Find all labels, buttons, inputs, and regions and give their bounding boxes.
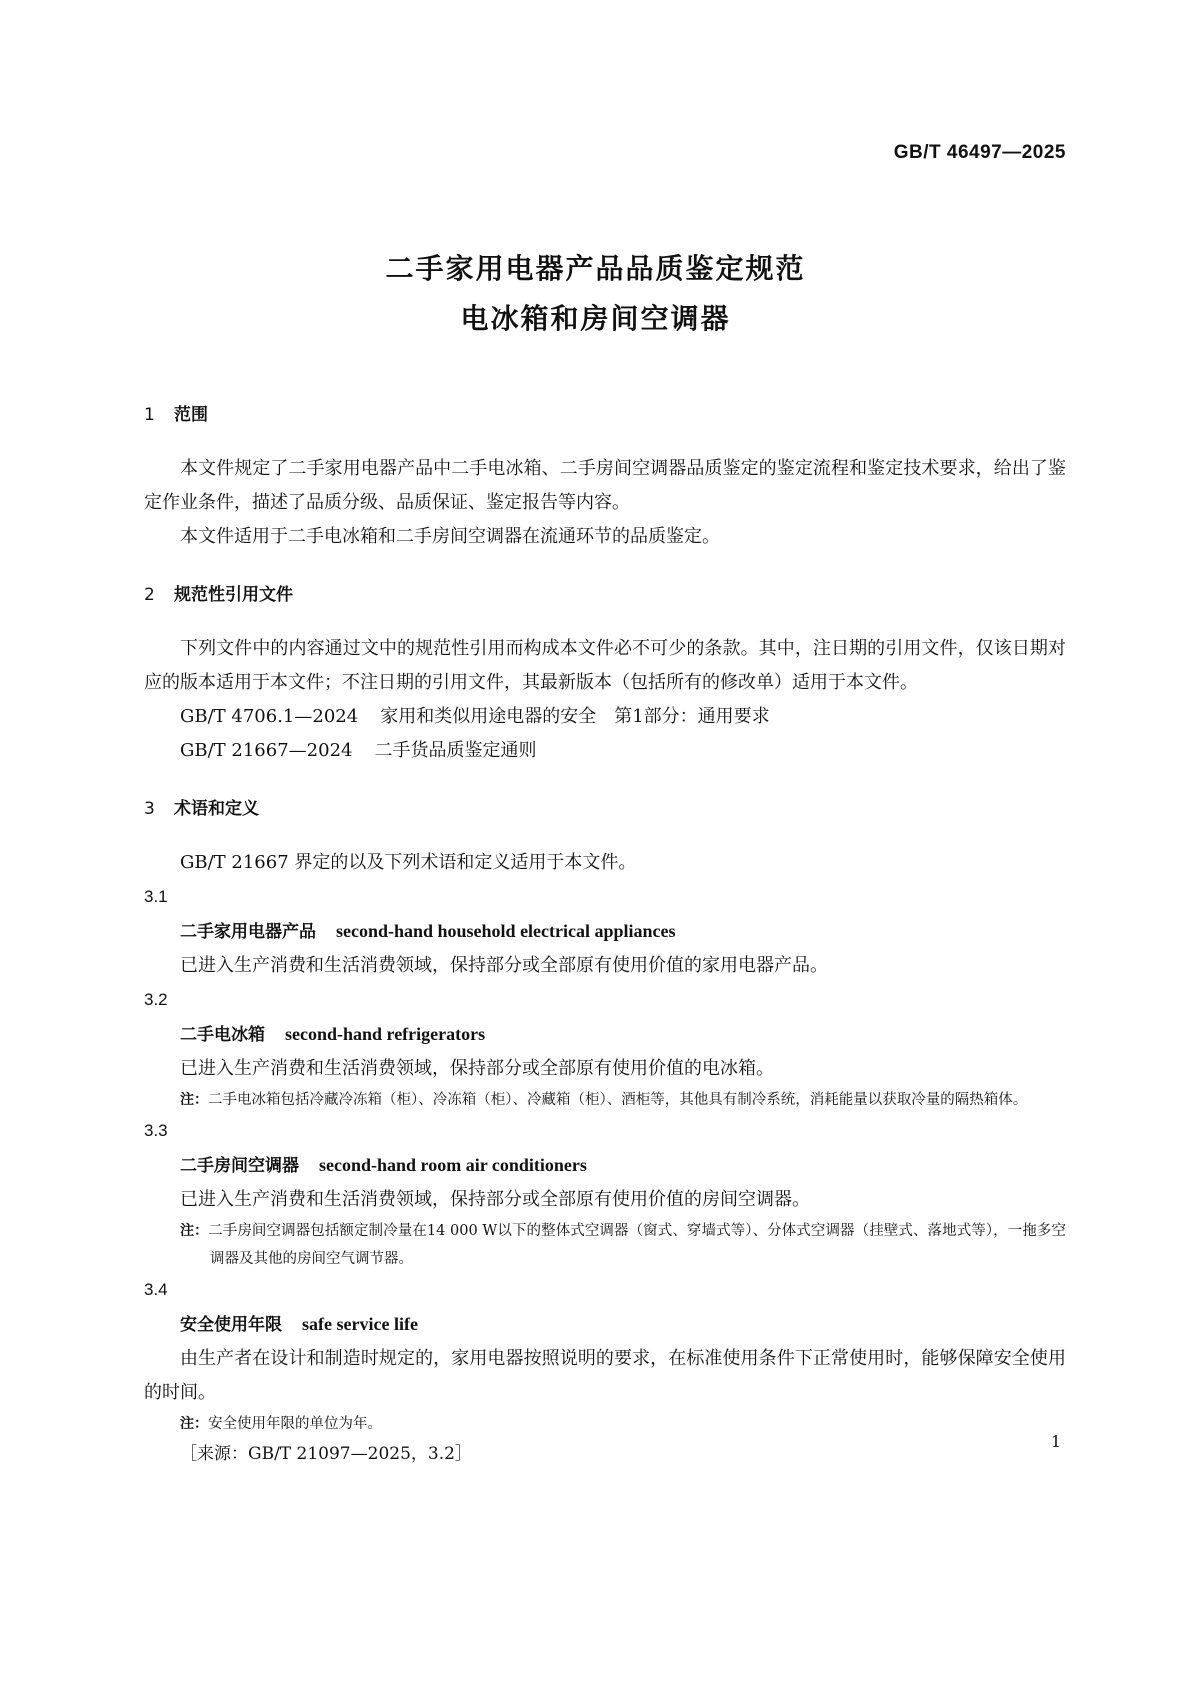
reference-item [144, 700, 1066, 734]
term-definition: 已进入生产消费和生活消费领域，保持部分或全部原有使用价值的房间空调器。 [180, 1189, 810, 1210]
term-number: 3.2 [144, 990, 168, 1009]
document-body [144, 400, 1066, 1470]
term-zh: 安全使用年限 [180, 1315, 282, 1335]
term-source: ［来源：GB/T 21097—2025，3.2］ [180, 1444, 472, 1464]
paragraph: 下列文件中的内容通过文中的规范性引用而构成本文件必不可少的条款。其中，注日期的引用文件，仅该日期对应的版本适用于本文件；不注日期的引用文件，其最新版本（包括所有的修改单）适用于本文件。 [144, 638, 1066, 693]
term-note [144, 1086, 1066, 1114]
term-note [144, 1410, 1066, 1438]
page-number: 1 [1050, 1432, 1061, 1451]
term-entry [144, 1148, 1066, 1183]
term-en: second-hand household electrical appliances [336, 921, 676, 941]
paragraph: 本文件规定了二手家用电器产品中二手电冰箱、二手房间空调器品质鉴定的鉴定流程和鉴定技术要求，给出了鉴定作业条件，描述了品质分级、品质保证、鉴定报告等内容。 [144, 458, 1066, 513]
term-entry [144, 914, 1066, 949]
section-number: 2 [144, 585, 155, 605]
reference-item [144, 734, 1066, 768]
section-1-heading [144, 400, 1066, 430]
term-number: 3.4 [144, 1280, 168, 1299]
section-3-heading [144, 794, 1066, 824]
note-label: 注： [180, 1223, 209, 1239]
reference-code: GB/T 21667—2024 [180, 740, 353, 761]
note-text: 二手房间空调器包括额定制冷量在14 000 W以下的整体式空调器（窗式、穿墙式等）、分体式空调器（挂壁式、落地式等），一拖多空调器及其他的房间空气调节器。 [208, 1223, 1067, 1267]
paragraph: 本文件适用于二手电冰箱和二手房间空调器在流通环节的品质鉴定。 [180, 526, 720, 547]
term-definition: 已进入生产消费和生活消费领域，保持部分或全部原有使用价值的电冰箱。 [180, 1058, 774, 1079]
term-number: 3.1 [144, 887, 168, 906]
term-entry [144, 1307, 1066, 1342]
section-number: 3 [144, 799, 155, 819]
term-en: second-hand refrigerators [285, 1024, 486, 1044]
note-text: 安全使用年限的单位为年。 [208, 1416, 382, 1432]
term-en: safe service life [302, 1314, 418, 1334]
standard-number: GB/T 46497—2025 [893, 142, 1066, 163]
title-line-1: 二手家用电器产品品质鉴定规范 [385, 252, 806, 285]
section-number: 1 [144, 405, 155, 425]
note-label: 注： [180, 1416, 208, 1432]
reference-code: GB/T 4706.1—2024 [180, 706, 359, 727]
section-title: 术语和定义 [174, 799, 259, 819]
term-definition: 已进入生产消费和生活消费领域，保持部分或全部原有使用价值的家用电器产品。 [180, 955, 828, 976]
section-title: 规范性引用文件 [174, 585, 293, 605]
term-note [144, 1217, 1066, 1273]
term-zh: 二手家用电器产品 [180, 922, 316, 942]
term-number: 3.3 [144, 1121, 168, 1140]
title-line-2: 电冰箱和房间空调器 [460, 302, 731, 335]
term-definition: 由生产者在设计和制造时规定的，家用电器按照说明的要求，在标准使用条件下正常使用时，能够保障安全使用的时间。 [144, 1348, 1066, 1403]
reference-title: 二手货品质鉴定通则 [374, 740, 537, 761]
document-title [0, 244, 1191, 344]
term-zh: 二手房间空调器 [180, 1156, 299, 1176]
paragraph: GB/T 21667 界定的以及下列术语和定义适用于本文件。 [180, 852, 637, 873]
term-en: second-hand room air conditioners [319, 1155, 587, 1175]
note-label: 注： [180, 1092, 208, 1108]
section-title: 范围 [174, 405, 208, 425]
term-zh: 二手电冰箱 [180, 1025, 265, 1045]
note-text: 二手电冰箱包括冷藏冷冻箱（柜）、冷冻箱（柜）、冷藏箱（柜）、酒柜等，其他具有制冷系统，消耗能量以获取冷量的隔热箱体。 [208, 1092, 1028, 1108]
reference-title: 家用和类似用途电器的安全 第1部分：通用要求 [380, 706, 770, 727]
term-entry [144, 1017, 1066, 1052]
section-2-heading [144, 580, 1066, 610]
